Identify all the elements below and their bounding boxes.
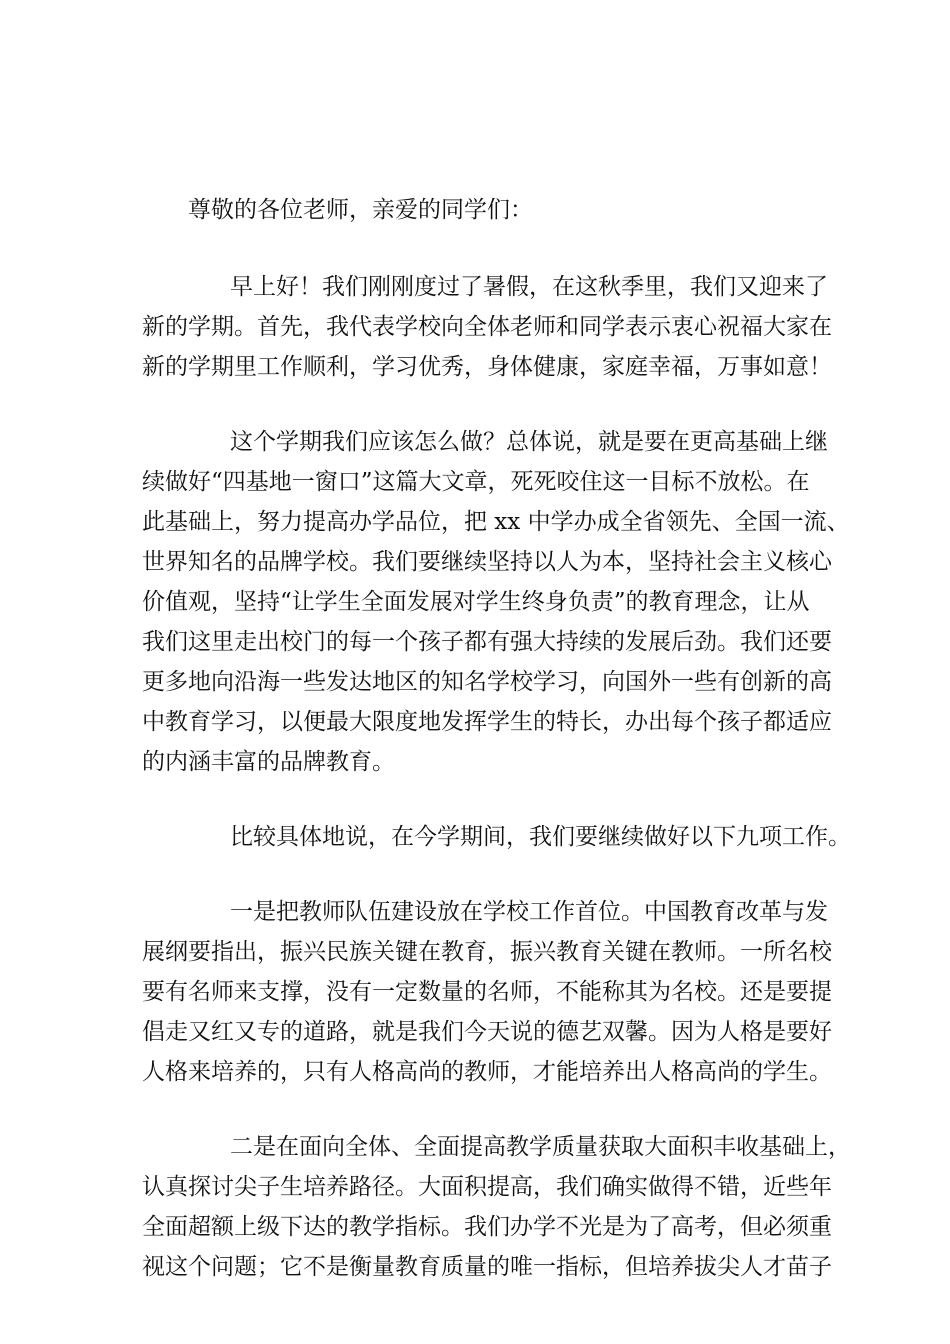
paragraph-line: 全面超额上级下达的教学指标。我们办学不光是为了高考，但必须重 [142, 1214, 832, 1240]
paragraph-line: 早上好！我们刚刚度过了暑假，在这秋季里，我们又迎来了 [230, 274, 828, 300]
paragraph-line: 认真探讨尖子生培养路径。大面积提高，我们确实做得不错，近些年 [142, 1174, 832, 1200]
paragraph-task-one [142, 892, 832, 1092]
paragraph-line: 二是在面向全体、全面提高教学质量获取大面积丰收基础上， [230, 1134, 851, 1160]
paragraph-line: 这个学期我们应该怎么做？总体说，就是要在更高基础上继 [230, 429, 828, 455]
paragraph-line: 更多地向沿海一些发达地区的知名学校学习，向国外一些有创新的高 [142, 669, 832, 695]
paragraph-line: 此基础上，努力提高办学品位，把 xx 中学办成全省领先、全国一流、 [142, 509, 850, 535]
salutation: 尊敬的各位老师，亲爱的同学们： [188, 197, 533, 223]
paragraph-line: 比较具体地说，在今学期间，我们要继续做好以下九项工作。 [230, 824, 851, 850]
paragraph-line: 展纲要指出，振兴民族关键在教育，振兴教育关键在教师。一所名校 [142, 939, 832, 965]
paragraph-line: 新的学期。首先，我代表学校向全体老师和同学表示衷心祝福大家在 [142, 314, 832, 340]
paragraph-semester-plan [142, 422, 850, 782]
paragraph-line: 新的学期里工作顺利，学习优秀，身体健康，家庭幸福，万事如意！ [142, 354, 832, 380]
paragraph-line: 价值观，坚持“让学生全面发展对学生终身负责”的教育理念，让从 [142, 589, 810, 615]
paragraph-line: 世界知名的品牌学校。我们要继续坚持以人为本，坚持社会主义核心 [142, 549, 832, 575]
paragraph-line: 中教育学习，以便最大限度地发挥学生的特长，办出每个孩子都适应 [142, 709, 832, 735]
document-body [142, 190, 851, 1322]
paragraph-line: 的内涵丰富的品牌教育。 [142, 749, 395, 775]
paragraph-line: 人格来培养的，只有人格高尚的教师，才能培养出人格高尚的学生。 [142, 1059, 832, 1085]
paragraph-line: 续做好“四基地一窗口”这篇大文章，死死咬住这一目标不放松。在 [142, 469, 810, 495]
paragraph-line: 要有名师来支撑，没有一定数量的名师，不能称其为名校。还是要提 [142, 979, 832, 1005]
paragraph-line: 倡走又红又专的道路，就是我们今天说的德艺双馨。因为人格是要好 [142, 1019, 832, 1045]
paragraph-task-two [142, 1127, 851, 1287]
paragraph-nine-tasks [142, 817, 851, 857]
paragraph-line: 一是把教师队伍建设放在学校工作首位。中国教育改革与发 [230, 899, 828, 925]
paragraph-line: 视这个问题；它不是衡量教育质量的唯一指标，但培养拔尖人才苗子 [142, 1254, 832, 1280]
paragraph-line: 我们这里走出校门的每一个孩子都有强大持续的发展后劲。我们还要 [142, 629, 832, 655]
paragraph-greeting [142, 267, 832, 387]
